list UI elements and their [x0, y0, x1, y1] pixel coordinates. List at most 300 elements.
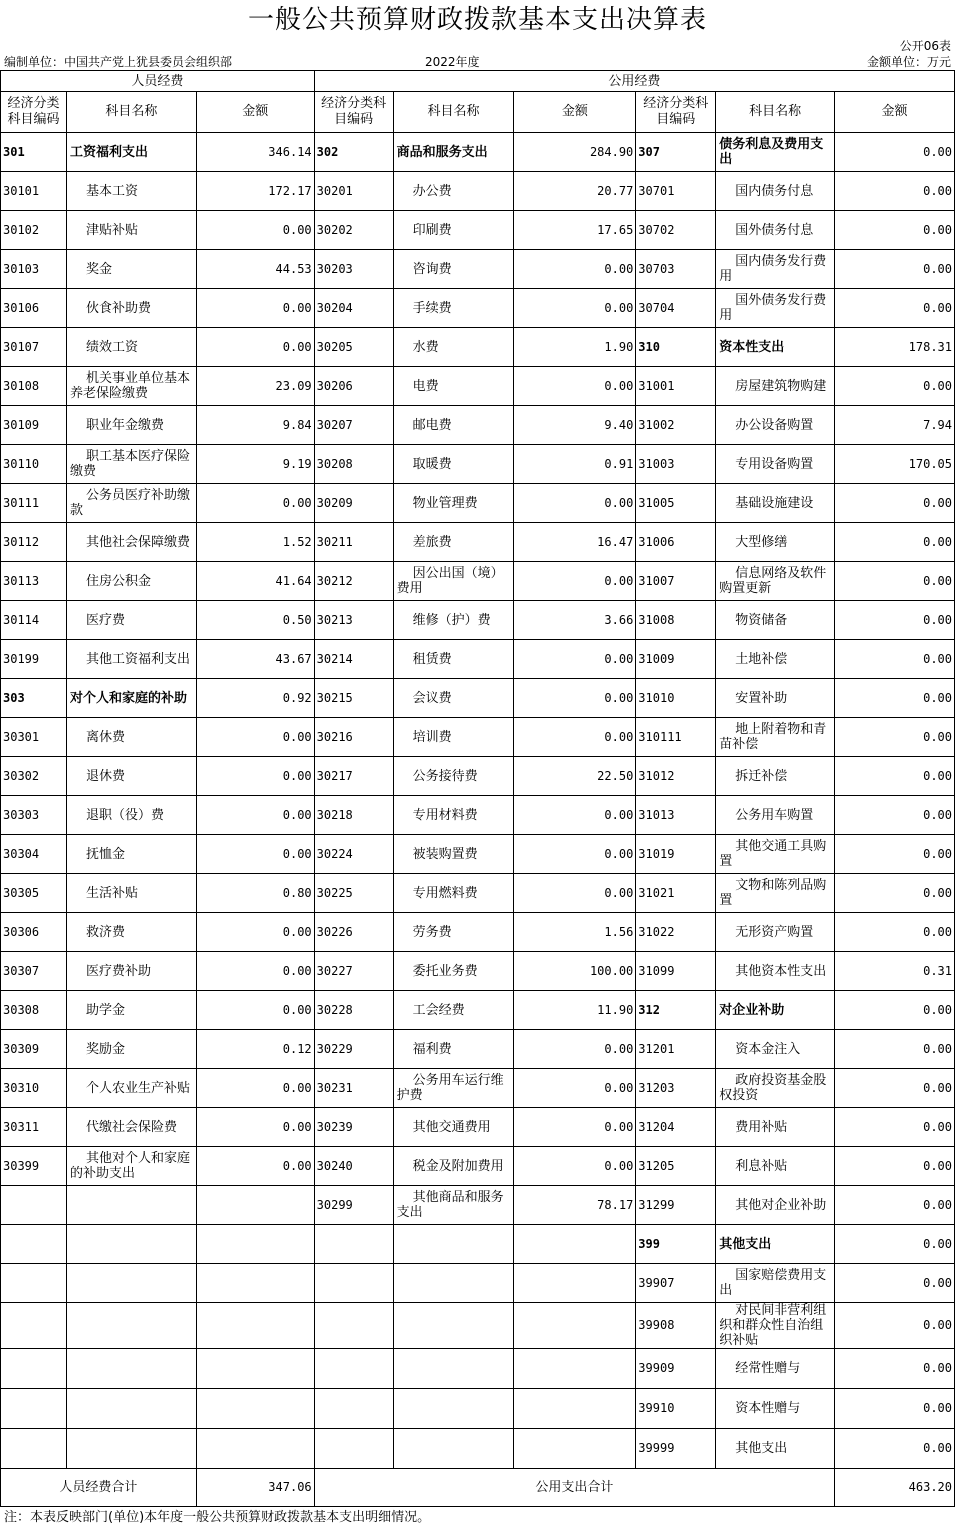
goods-services-amount-cell	[514, 1264, 636, 1303]
personnel-code-cell: 30304	[1, 835, 67, 874]
goods-services-amount-cell: 17.65	[514, 211, 636, 250]
personnel-amount-cell: 0.00	[196, 328, 314, 367]
personnel-name-cell: 对个人和家庭的补助	[66, 679, 196, 718]
goods-services-amount-cell: 9.40	[514, 406, 636, 445]
table-row	[1, 1389, 955, 1429]
goods-services-name-cell	[393, 1349, 514, 1389]
public-other-amount-cell: 0.00	[835, 1225, 955, 1264]
personnel-code-cell: 30108	[1, 367, 67, 406]
public-other-code-cell: 30703	[636, 250, 716, 289]
goods-services-amount-cell: 0.00	[514, 1069, 636, 1108]
goods-services-code-cell: 30205	[314, 328, 393, 367]
goods-services-code-cell: 30216	[314, 718, 393, 757]
personnel-code-cell: 303	[1, 679, 67, 718]
personnel-name-cell: 工资福利支出	[66, 133, 196, 172]
public-other-code-cell: 39908	[636, 1303, 716, 1349]
public-total-label: 公用支出合计	[314, 1469, 834, 1507]
personnel-code-cell: 30307	[1, 952, 67, 991]
goods-services-amount-cell: 0.00	[514, 562, 636, 601]
personnel-amount-cell: 0.00	[196, 796, 314, 835]
personnel-name-cell	[66, 1264, 196, 1303]
personnel-amount-cell: 0.00	[196, 952, 314, 991]
code-column-header: 经济分类科目编码	[1, 92, 67, 133]
goods-services-name-cell	[393, 1429, 514, 1469]
public-other-code-cell: 31010	[636, 679, 716, 718]
public-other-code-cell: 31204	[636, 1108, 716, 1147]
goods-services-amount-cell	[514, 1349, 636, 1389]
goods-services-amount-cell: 0.91	[514, 445, 636, 484]
table-row	[1, 835, 955, 874]
goods-services-code-cell: 302	[314, 133, 393, 172]
personnel-name-cell: 医疗费	[66, 601, 196, 640]
personnel-name-cell: 个人农业生产补贴	[66, 1069, 196, 1108]
personnel-amount-cell: 0.80	[196, 874, 314, 913]
public-other-code-cell: 307	[636, 133, 716, 172]
name-column-header: 科目名称	[716, 92, 835, 133]
personnel-name-cell: 奖励金	[66, 1030, 196, 1069]
goods-services-name-cell: 商品和服务支出	[393, 133, 514, 172]
personnel-name-cell	[66, 1303, 196, 1349]
personnel-total-label: 人员经费合计	[1, 1469, 197, 1507]
goods-services-code-cell: 30228	[314, 991, 393, 1030]
public-other-code-cell: 31205	[636, 1147, 716, 1186]
personnel-name-cell	[66, 1225, 196, 1264]
public-other-name-cell: 资本性赠与	[716, 1389, 835, 1429]
goods-services-code-cell: 30207	[314, 406, 393, 445]
public-other-amount-cell: 0.00	[835, 835, 955, 874]
goods-services-name-cell: 其他交通费用	[393, 1108, 514, 1147]
public-other-name-cell: 其他对企业补助	[716, 1186, 835, 1225]
goods-services-code-cell	[314, 1225, 393, 1264]
personnel-amount-cell: 0.00	[196, 718, 314, 757]
personnel-code-cell: 30106	[1, 289, 67, 328]
fiscal-year: 2022年度	[425, 55, 480, 69]
personnel-code-cell: 30101	[1, 172, 67, 211]
public-other-name-cell: 对民间非营利组织和群众性自治组织补贴	[716, 1303, 835, 1349]
public-other-code-cell: 31012	[636, 757, 716, 796]
personnel-amount-cell: 0.00	[196, 1069, 314, 1108]
personnel-code-cell: 30111	[1, 484, 67, 523]
public-other-code-cell: 31099	[636, 952, 716, 991]
goods-services-amount-cell: 0.00	[514, 250, 636, 289]
public-other-code-cell: 31203	[636, 1069, 716, 1108]
public-other-amount-cell: 0.00	[835, 562, 955, 601]
goods-services-name-cell	[393, 1264, 514, 1303]
public-other-code-cell: 31013	[636, 796, 716, 835]
goods-services-amount-cell: 16.47	[514, 523, 636, 562]
goods-services-name-cell: 物业管理费	[393, 484, 514, 523]
goods-services-code-cell	[314, 1349, 393, 1389]
personnel-code-cell: 30308	[1, 991, 67, 1030]
public-other-name-cell: 国家赔偿费用支出	[716, 1264, 835, 1303]
public-other-name-cell: 资本性支出	[716, 328, 835, 367]
public-other-amount-cell: 0.00	[835, 484, 955, 523]
goods-services-amount-cell: 0.00	[514, 367, 636, 406]
table-row	[1, 562, 955, 601]
personnel-code-cell	[1, 1186, 67, 1225]
personnel-amount-cell: 0.92	[196, 679, 314, 718]
personnel-amount-cell: 0.00	[196, 211, 314, 250]
goods-services-name-cell: 会议费	[393, 679, 514, 718]
goods-services-code-cell: 30227	[314, 952, 393, 991]
table-row	[1, 640, 955, 679]
public-other-name-cell: 地上附着物和青苗补偿	[716, 718, 835, 757]
personnel-code-cell	[1, 1349, 67, 1389]
public-other-name-cell: 政府投资基金股权投资	[716, 1069, 835, 1108]
goods-services-name-cell: 专用材料费	[393, 796, 514, 835]
table-row	[1, 601, 955, 640]
public-other-name-cell: 基础设施建设	[716, 484, 835, 523]
personnel-amount-cell: 0.00	[196, 1108, 314, 1147]
goods-services-code-cell: 30211	[314, 523, 393, 562]
table-row	[1, 523, 955, 562]
money-unit: 金额单位：万元	[866, 55, 951, 69]
goods-services-name-cell: 公务用车运行维护费	[393, 1069, 514, 1108]
personnel-name-cell: 代缴社会保险费	[66, 1108, 196, 1147]
public-other-code-cell: 312	[636, 991, 716, 1030]
goods-services-code-cell: 30229	[314, 1030, 393, 1069]
personnel-name-cell: 津贴补贴	[66, 211, 196, 250]
personnel-code-cell	[1, 1264, 67, 1303]
goods-services-name-cell: 维修（护）费	[393, 601, 514, 640]
public-other-amount-cell: 0.00	[835, 874, 955, 913]
personnel-code-cell: 30113	[1, 562, 67, 601]
goods-services-code-cell: 30218	[314, 796, 393, 835]
personnel-amount-cell	[196, 1349, 314, 1389]
public-other-amount-cell: 0.00	[835, 679, 955, 718]
public-other-amount-cell: 0.00	[835, 523, 955, 562]
personnel-code-cell	[1, 1429, 67, 1469]
goods-services-name-cell: 福利费	[393, 1030, 514, 1069]
personnel-name-cell	[66, 1349, 196, 1389]
public-other-amount-cell: 0.00	[835, 1264, 955, 1303]
personnel-amount-cell: 41.64	[196, 562, 314, 601]
goods-services-amount-cell: 20.77	[514, 172, 636, 211]
public-other-name-cell: 国外债务发行费用	[716, 289, 835, 328]
goods-services-name-cell: 税金及附加费用	[393, 1147, 514, 1186]
public-other-code-cell: 39909	[636, 1349, 716, 1389]
goods-services-code-cell: 30201	[314, 172, 393, 211]
footnote: 注：本表反映部门(单位)本年度一般公共预算财政拨款基本支出明细情况。	[4, 1510, 431, 1525]
personnel-amount-cell: 0.00	[196, 289, 314, 328]
public-other-amount-cell: 0.00	[835, 289, 955, 328]
public-other-amount-cell: 0.00	[835, 718, 955, 757]
table-row	[1, 133, 955, 172]
personnel-amount-cell: 346.14	[196, 133, 314, 172]
goods-services-amount-cell: 0.00	[514, 874, 636, 913]
public-total-amount: 463.20	[835, 1469, 955, 1507]
public-other-code-cell: 31006	[636, 523, 716, 562]
goods-services-code-cell: 30231	[314, 1069, 393, 1108]
goods-services-name-cell: 办公费	[393, 172, 514, 211]
goods-services-amount-cell: 0.00	[514, 1108, 636, 1147]
public-other-name-cell: 经常性赠与	[716, 1349, 835, 1389]
goods-services-name-cell: 被装购置费	[393, 835, 514, 874]
public-other-amount-cell: 0.00	[835, 1186, 955, 1225]
personnel-code-cell: 30102	[1, 211, 67, 250]
personnel-amount-cell	[196, 1186, 314, 1225]
goods-services-code-cell: 30224	[314, 835, 393, 874]
personnel-code-cell: 30303	[1, 796, 67, 835]
goods-services-name-cell: 专用燃料费	[393, 874, 514, 913]
personnel-code-cell: 301	[1, 133, 67, 172]
public-other-name-cell: 信息网络及软件购置更新	[716, 562, 835, 601]
personnel-name-cell: 其他社会保障缴费	[66, 523, 196, 562]
goods-services-code-cell: 30213	[314, 601, 393, 640]
public-other-amount-cell: 0.00	[835, 991, 955, 1030]
public-other-amount-cell: 178.31	[835, 328, 955, 367]
personnel-code-cell	[1, 1225, 67, 1264]
public-other-name-cell: 国内债务付息	[716, 172, 835, 211]
goods-services-name-cell: 劳务费	[393, 913, 514, 952]
table-row	[1, 913, 955, 952]
name-column-header: 科目名称	[393, 92, 514, 133]
table-row	[1, 757, 955, 796]
public-other-name-cell: 利息补贴	[716, 1147, 835, 1186]
goods-services-code-cell: 30204	[314, 289, 393, 328]
table-row	[1, 289, 955, 328]
public-other-name-cell: 土地补偿	[716, 640, 835, 679]
goods-services-amount-cell: 0.00	[514, 679, 636, 718]
public-other-name-cell: 债务利息及费用支出	[716, 133, 835, 172]
personnel-code-cell: 30310	[1, 1069, 67, 1108]
goods-services-amount-cell: 22.50	[514, 757, 636, 796]
amount-column-header: 金额	[835, 92, 955, 133]
personnel-name-cell: 绩效工资	[66, 328, 196, 367]
public-other-name-cell: 其他支出	[716, 1225, 835, 1264]
goods-services-name-cell: 咨询费	[393, 250, 514, 289]
goods-services-name-cell: 委托业务费	[393, 952, 514, 991]
public-other-code-cell: 310	[636, 328, 716, 367]
goods-services-amount-cell	[514, 1303, 636, 1349]
goods-services-name-cell: 差旅费	[393, 523, 514, 562]
public-other-amount-cell: 7.94	[835, 406, 955, 445]
personnel-name-cell: 公务员医疗补助缴款	[66, 484, 196, 523]
public-other-code-cell: 39910	[636, 1389, 716, 1429]
goods-services-amount-cell: 1.56	[514, 913, 636, 952]
goods-services-name-cell	[393, 1303, 514, 1349]
public-other-name-cell: 其他支出	[716, 1429, 835, 1469]
personnel-amount-cell	[196, 1389, 314, 1429]
personnel-name-cell: 退职（役）费	[66, 796, 196, 835]
public-other-name-cell: 对企业补助	[716, 991, 835, 1030]
code-column-header: 经济分类科目编码	[314, 92, 393, 133]
public-other-name-cell: 拆迁补偿	[716, 757, 835, 796]
public-other-amount-cell: 0.00	[835, 1108, 955, 1147]
table-row	[1, 952, 955, 991]
table-row	[1, 874, 955, 913]
public-other-amount-cell: 0.00	[835, 1030, 955, 1069]
table-row	[1, 406, 955, 445]
table-row	[1, 1303, 955, 1349]
table-row	[1, 445, 955, 484]
public-other-amount-cell: 0.00	[835, 1303, 955, 1349]
personnel-code-cell: 30311	[1, 1108, 67, 1147]
table-row	[1, 1186, 955, 1225]
goods-services-amount-cell: 0.00	[514, 796, 636, 835]
public-other-name-cell: 其他资本性支出	[716, 952, 835, 991]
personnel-code-cell: 30199	[1, 640, 67, 679]
table-row	[1, 250, 955, 289]
public-other-amount-cell: 0.00	[835, 601, 955, 640]
public-other-name-cell: 大型修缮	[716, 523, 835, 562]
goods-services-name-cell: 因公出国（境）费用	[393, 562, 514, 601]
personnel-amount-cell	[196, 1225, 314, 1264]
table-row	[1, 718, 955, 757]
personnel-code-cell: 30305	[1, 874, 67, 913]
public-other-name-cell: 专用设备购置	[716, 445, 835, 484]
personnel-name-cell: 奖金	[66, 250, 196, 289]
goods-services-amount-cell: 0.00	[514, 1147, 636, 1186]
personnel-name-cell	[66, 1186, 196, 1225]
public-other-code-cell: 31005	[636, 484, 716, 523]
goods-services-code-cell: 30202	[314, 211, 393, 250]
personnel-amount-cell: 23.09	[196, 367, 314, 406]
personnel-amount-cell: 0.00	[196, 1147, 314, 1186]
public-other-amount-cell: 0.00	[835, 1429, 955, 1469]
public-other-name-cell: 国外债务付息	[716, 211, 835, 250]
personnel-name-cell: 医疗费补助	[66, 952, 196, 991]
public-other-amount-cell: 0.00	[835, 367, 955, 406]
amount-column-header: 金额	[196, 92, 314, 133]
amount-column-header: 金额	[514, 92, 636, 133]
goods-services-name-cell: 邮电费	[393, 406, 514, 445]
table-row	[1, 679, 955, 718]
personnel-amount-cell	[196, 1264, 314, 1303]
public-other-name-cell: 文物和陈列品购置	[716, 874, 835, 913]
goods-services-code-cell: 30208	[314, 445, 393, 484]
table-row	[1, 1108, 955, 1147]
personnel-amount-cell: 0.00	[196, 835, 314, 874]
table-row	[1, 328, 955, 367]
public-other-code-cell: 39907	[636, 1264, 716, 1303]
page-title: 一般公共预算财政拨款基本支出决算表	[247, 5, 707, 35]
name-column-header: 科目名称	[66, 92, 196, 133]
personnel-amount-cell: 0.12	[196, 1030, 314, 1069]
goods-services-amount-cell: 0.00	[514, 1030, 636, 1069]
personnel-name-cell	[66, 1429, 196, 1469]
goods-services-name-cell	[393, 1225, 514, 1264]
goods-services-code-cell	[314, 1264, 393, 1303]
personnel-amount-cell: 0.00	[196, 991, 314, 1030]
table-row	[1, 1147, 955, 1186]
public-other-amount-cell: 0.00	[835, 133, 955, 172]
personnel-code-cell: 30309	[1, 1030, 67, 1069]
goods-services-amount-cell: 11.90	[514, 991, 636, 1030]
public-other-code-cell: 31001	[636, 367, 716, 406]
goods-services-amount-cell: 100.00	[514, 952, 636, 991]
personnel-name-cell: 离休费	[66, 718, 196, 757]
public-other-amount-cell: 0.00	[835, 172, 955, 211]
table-row	[1, 484, 955, 523]
personnel-amount-cell: 44.53	[196, 250, 314, 289]
public-other-name-cell: 安置补助	[716, 679, 835, 718]
public-other-amount-cell: 0.00	[835, 1147, 955, 1186]
goods-services-amount-cell	[514, 1225, 636, 1264]
public-group-header: 公用经费	[314, 71, 954, 92]
personnel-code-cell	[1, 1389, 67, 1429]
personnel-amount-cell: 43.67	[196, 640, 314, 679]
goods-services-name-cell: 培训费	[393, 718, 514, 757]
goods-services-amount-cell	[514, 1389, 636, 1429]
personnel-code-cell: 30109	[1, 406, 67, 445]
goods-services-code-cell: 30299	[314, 1186, 393, 1225]
public-other-code-cell: 31201	[636, 1030, 716, 1069]
table-row	[1, 1264, 955, 1303]
goods-services-amount-cell: 1.90	[514, 328, 636, 367]
personnel-name-cell: 退休费	[66, 757, 196, 796]
personnel-name-cell: 基本工资	[66, 172, 196, 211]
public-other-amount-cell: 0.00	[835, 1349, 955, 1389]
public-other-amount-cell: 0.00	[835, 913, 955, 952]
personnel-amount-cell: 172.17	[196, 172, 314, 211]
goods-services-amount-cell: 78.17	[514, 1186, 636, 1225]
public-other-code-cell: 31003	[636, 445, 716, 484]
personnel-name-cell: 伙食补助费	[66, 289, 196, 328]
personnel-code-cell: 30114	[1, 601, 67, 640]
public-other-name-cell: 国内债务发行费用	[716, 250, 835, 289]
table-row	[1, 991, 955, 1030]
public-other-code-cell: 31021	[636, 874, 716, 913]
table-row	[1, 172, 955, 211]
personnel-total-amount: 347.06	[196, 1469, 314, 1507]
goods-services-amount-cell: 3.66	[514, 601, 636, 640]
expenditure-table	[0, 70, 955, 1507]
personnel-code-cell: 30110	[1, 445, 67, 484]
code-column-header: 经济分类科目编码	[636, 92, 716, 133]
goods-services-amount-cell: 0.00	[514, 484, 636, 523]
personnel-code-cell: 30399	[1, 1147, 67, 1186]
public-other-code-cell: 31019	[636, 835, 716, 874]
personnel-code-cell: 30306	[1, 913, 67, 952]
goods-services-code-cell: 30225	[314, 874, 393, 913]
personnel-amount-cell: 0.00	[196, 913, 314, 952]
public-other-name-cell: 无形资产购置	[716, 913, 835, 952]
public-other-code-cell: 30702	[636, 211, 716, 250]
goods-services-code-cell: 30203	[314, 250, 393, 289]
public-other-code-cell: 31008	[636, 601, 716, 640]
goods-services-name-cell: 租赁费	[393, 640, 514, 679]
table-row	[1, 211, 955, 250]
goods-services-code-cell: 30214	[314, 640, 393, 679]
goods-services-name-cell: 电费	[393, 367, 514, 406]
goods-services-name-cell: 工会经费	[393, 991, 514, 1030]
public-other-code-cell: 31002	[636, 406, 716, 445]
public-other-amount-cell: 0.00	[835, 1389, 955, 1429]
goods-services-name-cell: 印刷费	[393, 211, 514, 250]
goods-services-code-cell: 30206	[314, 367, 393, 406]
table-row	[1, 1225, 955, 1264]
public-other-amount-cell: 0.00	[835, 757, 955, 796]
public-other-amount-cell: 0.31	[835, 952, 955, 991]
personnel-group-header: 人员经费	[1, 71, 315, 92]
table-row	[1, 1429, 955, 1469]
personnel-name-cell: 职业年金缴费	[66, 406, 196, 445]
public-other-code-cell: 31007	[636, 562, 716, 601]
public-other-name-cell: 房屋建筑物购建	[716, 367, 835, 406]
public-other-code-cell: 31299	[636, 1186, 716, 1225]
goods-services-code-cell: 30239	[314, 1108, 393, 1147]
public-other-name-cell: 物资储备	[716, 601, 835, 640]
personnel-name-cell: 机关事业单位基本养老保险缴费	[66, 367, 196, 406]
public-other-code-cell: 399	[636, 1225, 716, 1264]
goods-services-amount-cell: 0.00	[514, 640, 636, 679]
personnel-name-cell: 职工基本医疗保险缴费	[66, 445, 196, 484]
goods-services-code-cell	[314, 1429, 393, 1469]
goods-services-code-cell: 30209	[314, 484, 393, 523]
personnel-amount-cell: 0.00	[196, 484, 314, 523]
personnel-code-cell	[1, 1303, 67, 1349]
